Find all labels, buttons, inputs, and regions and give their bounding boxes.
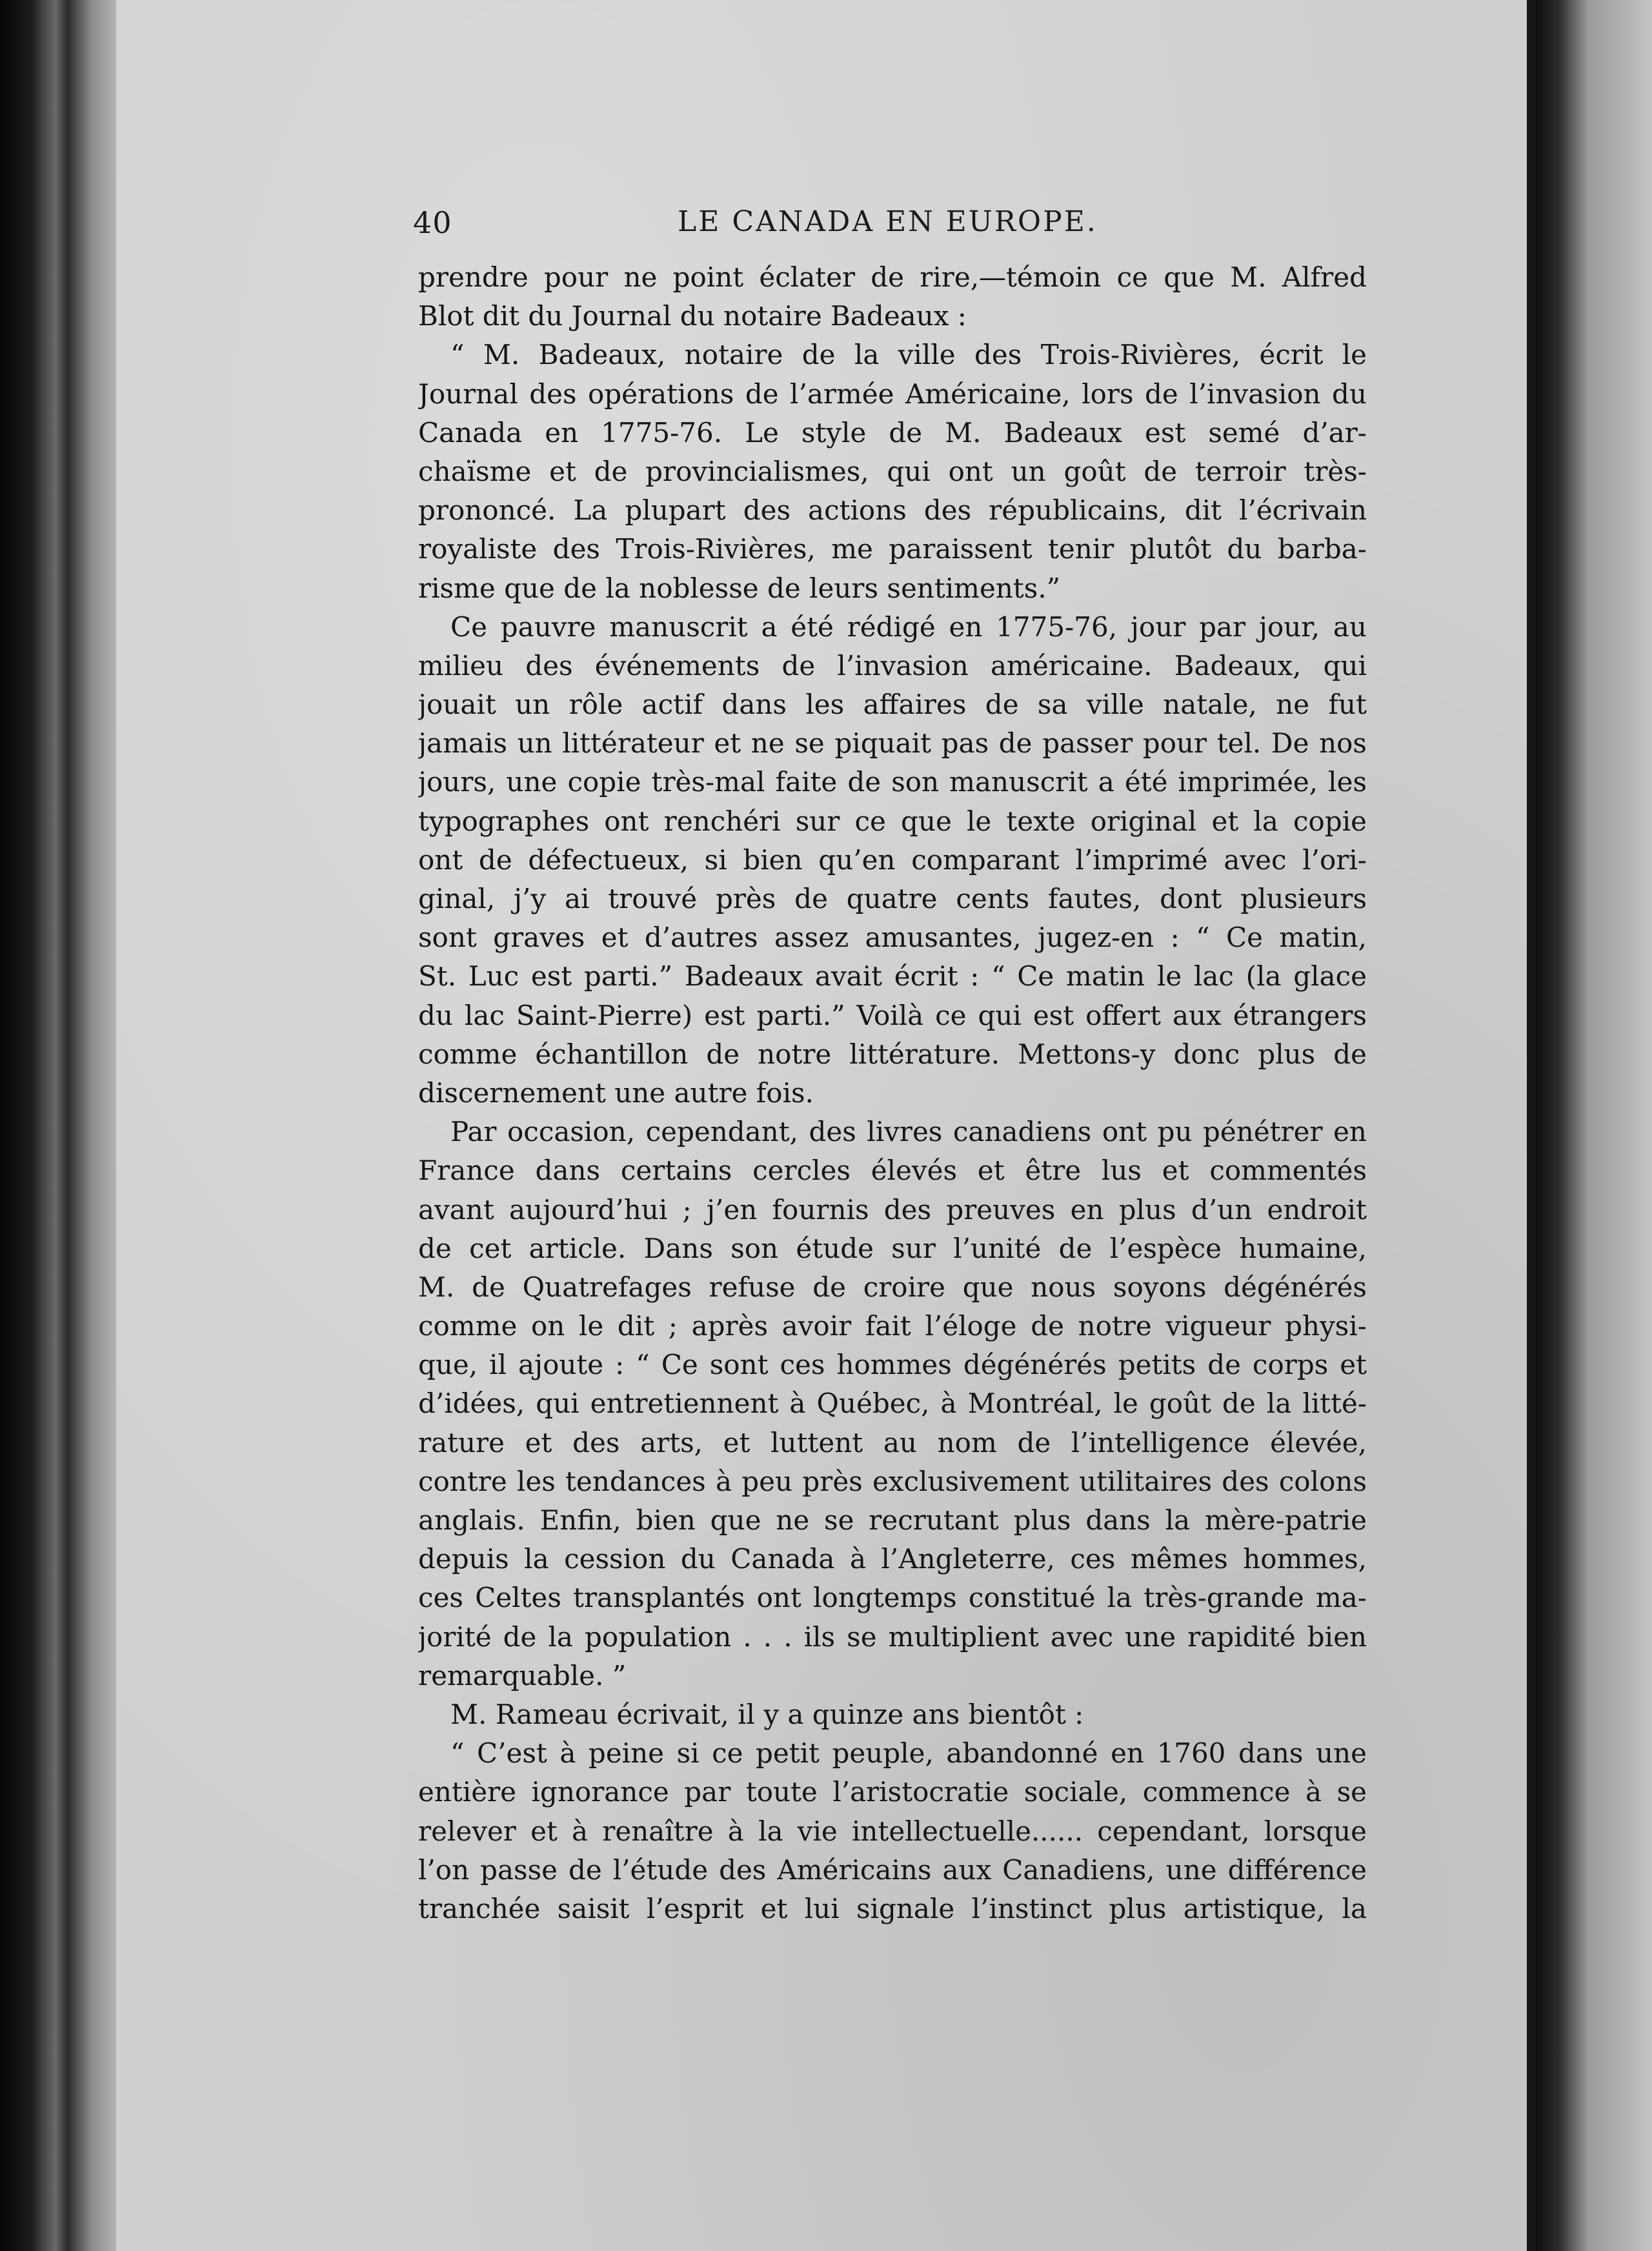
text-line: jamais un littérateur et ne se piquait pas de passer pour tel. De nos — [418, 727, 1367, 760]
text-line: prononcé. La plupart des actions des républicains, dit l’écrivain — [418, 494, 1367, 527]
page-number: 40 — [413, 205, 452, 240]
body-text — [418, 258, 1367, 1928]
running-title: LE CANADA EN EUROPE. — [678, 205, 1098, 238]
text-line: chaïsme et de provincialismes, qui ont un goût de terroir très- — [418, 455, 1367, 487]
text-line: comme échantillon de notre littérature. Mettons-y donc plus de — [418, 1038, 1367, 1070]
text-line: jorité de la population . . . ils se multiplient avec une rapidité bien — [418, 1620, 1367, 1653]
text-line: “ C’est à peine si ce petit peuple, abandonné en 1760 dans une — [450, 1737, 1367, 1770]
text-line: rature et des arts, et luttent au nom de l’intelligence élevée, — [418, 1426, 1367, 1459]
text-line: contre les tendances à peu près exclusivement utilitaires des colons — [418, 1465, 1367, 1497]
text-line: anglais. Enfin, bien que ne se recrutant plus dans la mère-patrie — [418, 1504, 1367, 1536]
text-line: depuis la cession du Canada à l’Angleterre, ces mêmes hommes, — [418, 1543, 1367, 1575]
text-line: jouait un rôle actif dans les affaires de sa ville natale, ne fut — [418, 689, 1367, 721]
facing-page-edge — [1536, 0, 1652, 2251]
book-binding-edge — [0, 0, 123, 2251]
text-line: remarquable. ” — [418, 1659, 627, 1691]
text-line: jours, une copie très-mal faite de son manuscrit a été imprimée, les — [418, 766, 1367, 798]
text-line: Canada en 1775-76. Le style de M. Badeaux est semé d’ar- — [418, 416, 1367, 449]
text-line: de cet article. Dans son étude sur l’unité de l’espèce humaine, — [418, 1232, 1367, 1264]
text-line: Ce pauvre manuscrit a été rédigé en 1775-76, jour par jour, au — [450, 611, 1367, 643]
text-line: Journal des opérations de l’armée Américaine, lors de l’invasion du — [418, 378, 1367, 410]
text-line: avant aujourd’hui ; j’en fournis des preuves en plus d’un endroit — [418, 1193, 1367, 1226]
text-line: comme on le dit ; après avoir fait l’éloge de notre vigueur physi- — [418, 1310, 1367, 1342]
text-line: royaliste des Trois-Rivières, me paraissent tenir plutôt du barba- — [418, 533, 1367, 565]
text-line: typographes ont renchéri sur ce que le texte original et la copie — [418, 805, 1367, 837]
text-line: du lac Saint-Pierre) est parti.” Voilà ce qui est offert aux étrangers — [418, 999, 1367, 1031]
text-line: risme que de la noblesse de leurs sentiments.” — [418, 572, 1061, 604]
text-line: Blot dit du Journal du notaire Badeaux : — [418, 300, 967, 332]
text-line: France dans certains cercles élevés et être lus et commentés — [418, 1155, 1367, 1187]
text-line: ces Celtes transplantés ont longtemps constitué la très-grande ma- — [418, 1582, 1367, 1614]
text-line: ginal, j’y ai trouvé près de quatre cents fautes, dont plusieurs — [418, 883, 1367, 914]
text-line: M. de Quatrefages refuse de croire que nous soyons dégénérés — [418, 1271, 1367, 1303]
text-line: relever et à renaître à la vie intellectuelle...... cependant, lorsque — [418, 1815, 1367, 1847]
text-line: M. Rameau écrivait, il y a quinze ans bientôt : — [450, 1698, 1084, 1730]
page-header — [413, 205, 1349, 250]
text-line: que, il ajoute : “ Ce sont ces hommes dégénérés petits de corps et — [418, 1349, 1367, 1381]
text-line: milieu des événements de l’invasion américaine. Badeaux, qui — [418, 649, 1367, 681]
text-line: ont de défectueux, si bien qu’en comparant l’imprimé avec l’ori- — [418, 843, 1367, 876]
text-line: “ M. Badeaux, notaire de la ville des Trois-Rivières, écrit le — [450, 339, 1367, 371]
text-line: l’on passe de l’étude des Américains aux Canadiens, une différence — [418, 1853, 1367, 1886]
text-line: Par occasion, cependant, des livres canadiens ont pu pénétrer en — [450, 1116, 1367, 1148]
text-line: entière ignorance par toute l’aristocratie sociale, commence à se — [418, 1776, 1367, 1808]
text-line: sont graves et d’autres assez amusantes, jugez-en : “ Ce matin, — [418, 922, 1367, 954]
text-line: d’idées, qui entretiennent à Québec, à Montréal, le goût de la litté- — [418, 1388, 1367, 1420]
text-line: St. Luc est parti.” Badeaux avait écrit : “ Ce matin le lac (la glace — [418, 960, 1367, 993]
text-line: discernement une autre fois. — [418, 1076, 814, 1109]
text-line: prendre pour ne point éclater de rire,—témoin ce que M. Alfred — [418, 261, 1367, 293]
text-line: tranchée saisit l’esprit et lui signale l’instinct plus artistique, la — [418, 1892, 1367, 1924]
